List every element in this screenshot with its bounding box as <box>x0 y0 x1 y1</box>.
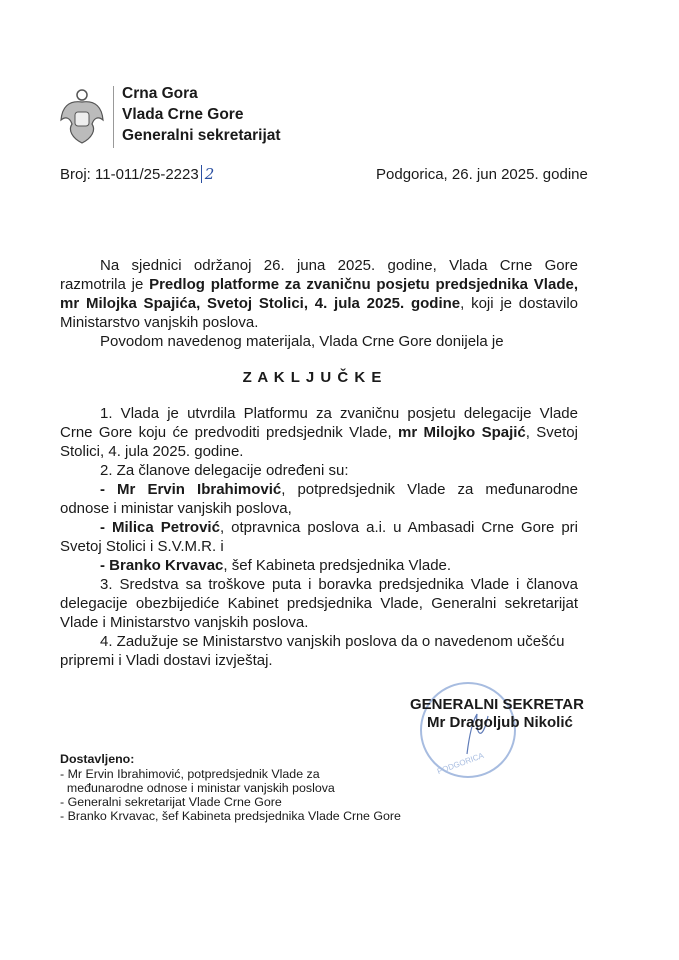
body-line <box>60 499 292 518</box>
bold-text: mr Milojko Spajić <box>398 424 526 441</box>
text: , Svetoj <box>525 424 578 441</box>
text: delegacije obezbijediće Kabinet predsjednika Vlade, Generalni sekretarijat <box>60 595 578 612</box>
bold-text: - Branko Krvavac <box>100 557 224 574</box>
distribution-heading: Dostavljeno: <box>60 752 135 766</box>
bold-text: - Mr Ervin Ibrahimović <box>100 481 282 498</box>
text: , potpredsjednik Vlade za međunarodne <box>281 481 578 498</box>
text: Povodom navedenog materijala, Vlada Crne Gore donijela je <box>100 333 504 350</box>
place-date: Podgorica, 26. jun 2025. godine <box>376 166 588 183</box>
body-line <box>60 537 224 556</box>
bold-text: mr Milojka Spajića, Svetoj Stolici, 4. jula 2025. godine <box>60 295 461 312</box>
body-line <box>100 518 578 537</box>
handwritten-suffix: 2 <box>201 165 215 183</box>
header-government: Vlada Crne Gore <box>122 106 244 123</box>
body-line <box>100 404 578 423</box>
text: 1. Vlada je utvrdila Platformu za zvaničnu posjetu delegacije Vlade <box>100 405 578 422</box>
text: Vlade i Ministarstvo vanjskih poslova. <box>60 614 309 631</box>
body-line <box>60 313 258 332</box>
body-line <box>60 275 578 294</box>
body-line <box>100 556 451 575</box>
text: pripremi i Vladi dostavi izvještaj. <box>60 652 273 669</box>
text: Ministarstvo vanjskih poslova. <box>60 314 259 331</box>
signature-title: GENERALNI SEKRETAR <box>410 696 584 713</box>
distribution-item: - Branko Krvavac, šef Kabineta predsjednika Vlade Crne Gore <box>60 809 401 823</box>
text: 3. Sredstva sa troškove puta i boravka predsjednika Vlade i članova <box>100 576 578 593</box>
text: 2. Za članove delegacije određeni su: <box>100 462 349 479</box>
text: , koji je dostavilo <box>460 295 578 312</box>
distribution-item: - Generalni sekretarijat Vlade Crne Gore <box>60 795 282 809</box>
stamp-text: PODGORICA <box>435 750 485 777</box>
text: Stolici, 4. jula 2025. godine. <box>60 443 244 460</box>
text: 4. Zadužuje se Ministarstvo vanjskih poslova da o navedenom učešću <box>100 633 565 650</box>
body-line <box>60 651 273 670</box>
body-line <box>100 480 578 499</box>
body-line <box>100 632 564 651</box>
distribution-item: - Mr Ervin Ibrahimović, potpredsjednik Vlade za <box>60 767 320 781</box>
body-line <box>100 332 504 351</box>
body-line <box>100 575 578 594</box>
text: odnose i ministar vanjskih poslova, <box>60 500 292 517</box>
body-line <box>100 461 349 480</box>
reference-number <box>60 165 214 184</box>
text: , šef Kabineta predsjednika Vlade. <box>223 557 452 574</box>
body-line <box>100 256 578 275</box>
header-divider <box>113 86 114 148</box>
text: Na sjednici održanoj 26. juna 2025. godine, Vlada Crne Gore <box>100 257 578 274</box>
text: razmotrila je <box>60 276 150 293</box>
body-line <box>60 442 243 461</box>
body-line <box>60 294 578 313</box>
header-country: Crna Gora <box>122 85 198 102</box>
body-line <box>60 594 578 613</box>
body-line <box>60 613 308 632</box>
text: , otpravnica poslova a.i. u Ambasadi Crne Gore pri <box>219 519 578 536</box>
text: Crne Gore koju će predvoditi predsjednik Vlade, <box>60 424 399 441</box>
text: Svetoj Stolici i S.V.M.R. i <box>60 538 224 555</box>
reference-number-text: Broj: 11-011/25-2223 <box>60 166 199 183</box>
signatory-name: Mr Dragoljub Nikolić <box>427 714 573 731</box>
bold-text: Predlog platforme za zvaničnu posjetu predsjednika Vlade, <box>149 276 578 293</box>
bold-text: - Milica Petrović <box>100 519 220 536</box>
coat-of-arms-icon <box>58 88 106 146</box>
distribution-item: međunarodne odnose i ministar vanjskih poslova <box>60 781 335 795</box>
header-department: Generalni sekretarijat <box>122 127 281 144</box>
document-title: Z A K L J U Č K E <box>242 369 383 386</box>
body-line <box>60 423 578 442</box>
